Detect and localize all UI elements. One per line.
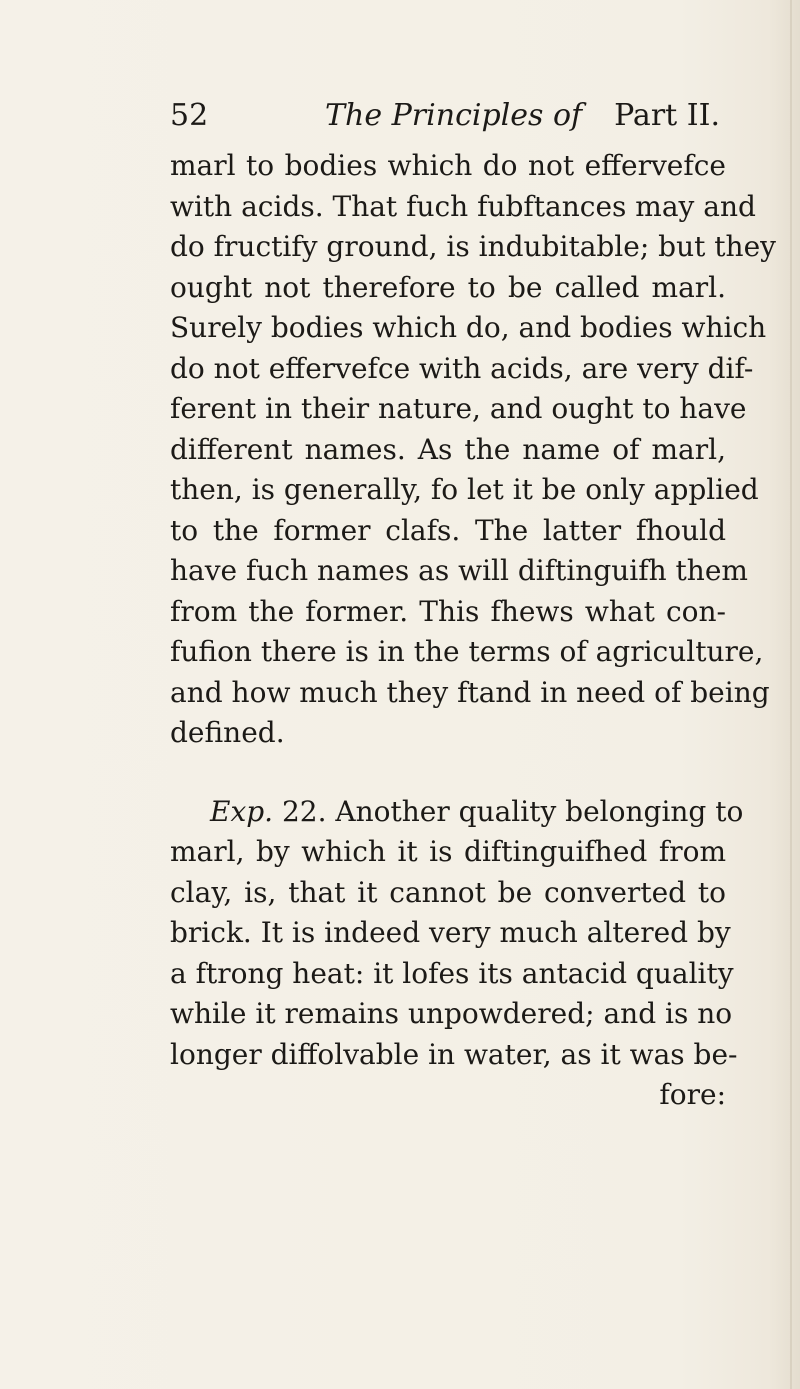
text-line: Surely bodies which do, and bodies which <box>170 311 767 344</box>
text-line: ought not therefore to be called marl. <box>170 270 726 304</box>
page-header <box>170 98 720 142</box>
text-line: marl, by which it is diftinguifhed from <box>170 835 726 868</box>
text-line <box>170 792 744 833</box>
text-line: do not effervefce with acids, are very dif- <box>170 351 754 385</box>
part-label: Part II. <box>614 98 720 133</box>
text-line: ferent in their nature, and ought to have <box>170 392 747 425</box>
text-line: brick. It is indeed very much altered by <box>170 916 731 949</box>
text-line: from the former. This fhews what con- <box>170 594 726 628</box>
experiment-label: Exp. <box>210 794 274 828</box>
text-line: clay, is, that it cannot be converted to <box>170 875 726 909</box>
experiment-text: 22. Another quality belonging to <box>281 794 744 828</box>
body-text <box>170 146 776 1116</box>
page-number: 52 <box>170 98 209 133</box>
text-line: longer diffolvable in water, as it was be- <box>170 1037 738 1071</box>
text-line: do fructify ground, is indubitable; but they <box>170 230 776 263</box>
text-line: fufion there is in the terms of agriculture, <box>170 635 764 668</box>
text-line: different names. As the name of marl, <box>170 432 726 466</box>
running-title: The Principles of <box>325 98 583 133</box>
text-line: and how much they ftand in need of being <box>170 675 770 709</box>
text-line: to the former clafs. The latter fhould <box>170 513 726 547</box>
text-line: marl to bodies which do not effervefce <box>170 149 726 182</box>
catchword: fore: <box>659 1078 726 1111</box>
paragraph-2 <box>170 792 744 1116</box>
page-edge <box>790 0 792 1389</box>
text-line: while it remains unpowdered; and is no <box>170 997 733 1030</box>
paragraph-gap <box>170 754 726 792</box>
text-line: defined. <box>170 716 285 749</box>
text-line: a ftrong heat: it lofes its antacid quality <box>170 956 734 990</box>
text-line: then, is generally, fo let it be only applied <box>170 473 759 506</box>
paragraph-1 <box>170 146 776 754</box>
text-line: with acids. That fuch fubftances may and <box>170 189 756 223</box>
text-line: have fuch names as will diftinguifh them <box>170 554 748 587</box>
